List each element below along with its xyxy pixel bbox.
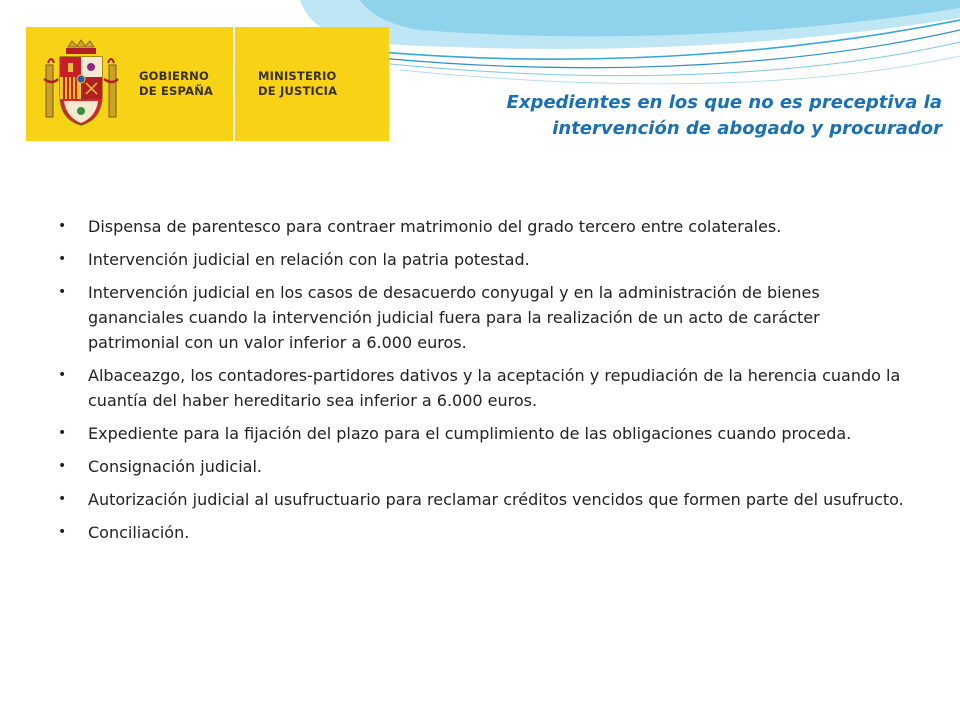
- ministry-name: [258, 69, 337, 99]
- list-item: [58, 214, 908, 239]
- list-item: [58, 247, 908, 272]
- list-item-text: Autorización judicial al usufructuario para reclamar créditos vencidos que formen parte del usufructo.: [88, 490, 904, 509]
- slide-title-line: Expedientes en los que no es preceptiva la: [506, 92, 942, 113]
- bullet-icon: •: [58, 251, 67, 267]
- list-item: [58, 487, 908, 512]
- ministry-name-line: DE JUSTICIA: [258, 84, 338, 98]
- government-name: [139, 69, 213, 99]
- list-item: [58, 520, 908, 545]
- list-item-text: Conciliación.: [88, 523, 190, 542]
- bullet-icon: •: [58, 367, 67, 383]
- ministry-name-line: MINISTERIO: [258, 69, 337, 83]
- list-item: [58, 421, 908, 446]
- list-item: [58, 363, 908, 413]
- list-item-text: Intervención judicial en los casos de desacuerdo conyugal y en la administración de bienes gananciales cuando la intervención judicial fuera para la realización de un acto de carácter patrimonial con un valor inferior a 6.000 euros.: [88, 283, 820, 352]
- list-item-text: Dispensa de parentesco para contraer matrimonio del grado tercero entre colaterales.: [88, 217, 782, 236]
- list-item-text: Expediente para la fijación del plazo para el cumplimiento de las obligaciones cuando proceda.: [88, 424, 852, 443]
- bullet-icon: •: [58, 284, 67, 300]
- bullet-icon: •: [58, 218, 67, 234]
- list-item-text: Albaceazgo, los contadores-partidores dativos y la aceptación y repudiación de la herencia cuando la cuantía del haber hereditario sea inferior a 6.000 euros.: [88, 366, 901, 410]
- list-item: [58, 280, 908, 355]
- list-item-text: Intervención judicial en relación con la patria potestad.: [88, 250, 530, 269]
- government-name-line: GOBIERNO: [139, 69, 209, 83]
- logo-divider: [233, 27, 235, 141]
- slide-title-line: intervención de abogado y procurador: [552, 118, 942, 139]
- bullet-icon: •: [58, 491, 67, 507]
- government-name-line: DE ESPAÑA: [139, 84, 214, 98]
- bullet-icon: •: [58, 524, 67, 540]
- bullet-icon: •: [58, 458, 67, 474]
- coat-of-arms-icon: [42, 39, 120, 131]
- list-item: [58, 454, 908, 479]
- bullet-list: [58, 214, 908, 553]
- list-item-text: Consignación judicial.: [88, 457, 263, 476]
- government-logo: [26, 27, 389, 141]
- slide-title: [402, 90, 942, 142]
- bullet-icon: •: [58, 425, 67, 441]
